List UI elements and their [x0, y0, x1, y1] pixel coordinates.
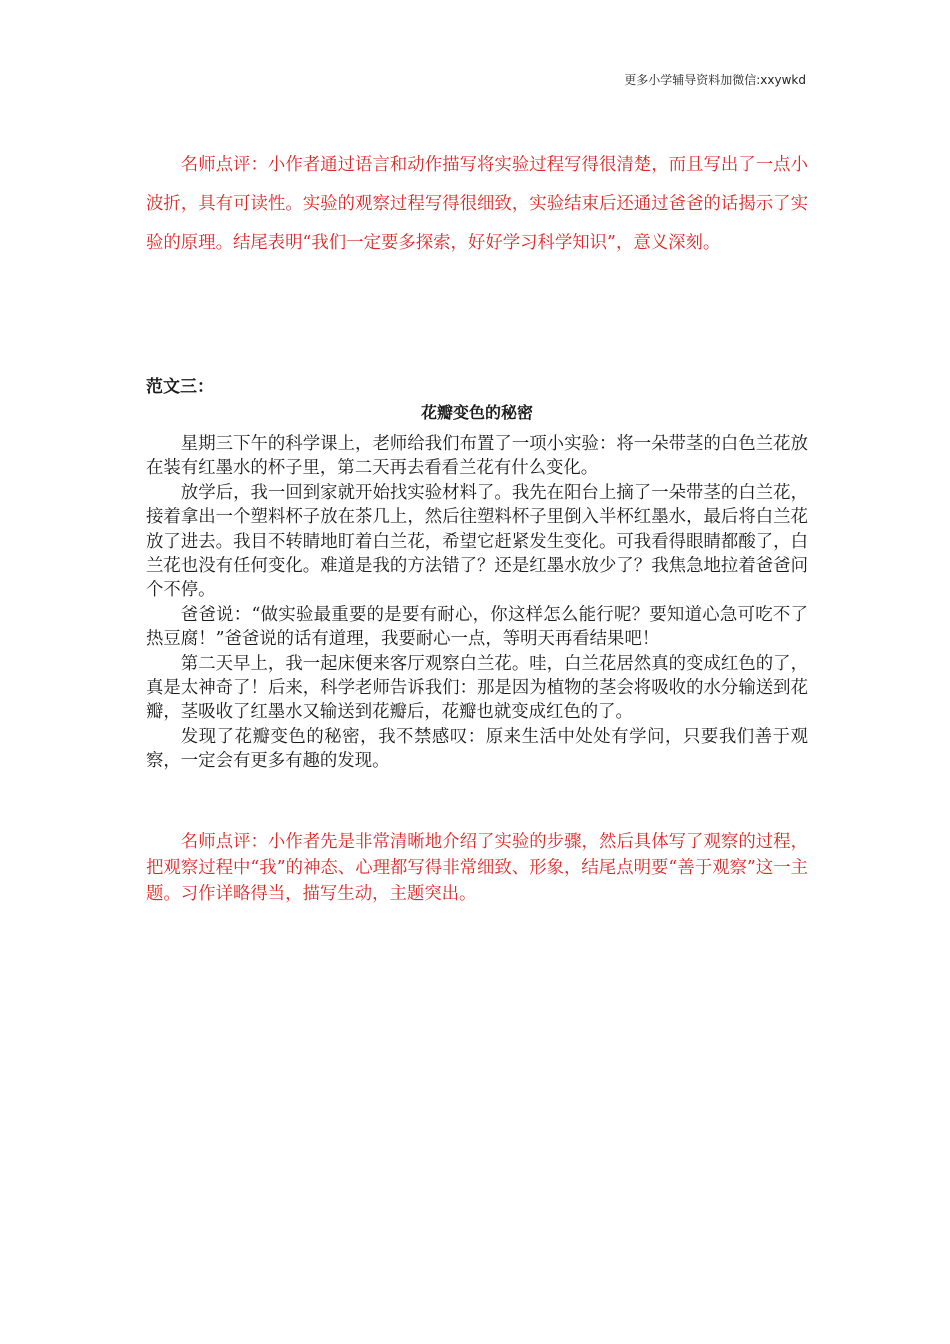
essay-paragraph: 放学后，我一回到家就开始找实验材料了。我先在阳台上摘了一朵带茎的白兰花，接着拿出一个塑料杯子放在茶几上，然后往塑料杯子里倒入半杯红墨水，最后将白兰花放了进去。我目不转睛地盯着白兰花，希望它赶紧发生变化。可我看得眼睛都酸了，白兰花也没有任何变化。难道是我的方法错了？还是红墨水放少了？我焦急地拉着爸爸问个不停。	[146, 482, 808, 601]
essay-paragraph: 发现了花瓣变色的秘密，我不禁感叹：原来生活中处处有学问，只要我们善于观察，一定会有更多有趣的发现。	[146, 726, 808, 772]
essay-body	[146, 432, 808, 774]
teacher-comment-one-text: 名师点评：小作者通过语言和动作描写将实验过程写得很清楚，而且写出了一点小波折，具有可读性。实验的观察过程写得很细致，实验结束后还通过爸爸的话揭示了实验的原理。结尾表明“我们一定要多探索，好好学习科学知识”，意义深刻。	[146, 155, 808, 253]
teacher-comment-one	[146, 146, 808, 263]
essay-label: 范文三：	[146, 377, 214, 397]
essay-paragraph: 星期三下午的科学课上，老师给我们布置了一项小实验：将一朵带茎的白色兰花放在装有红墨水的杯子里，第二天再去看看兰花有什么变化。	[146, 434, 808, 479]
essay-paragraph: 第二天早上，我一起床便来客厅观察白兰花。哇，白兰花居然真的变成红色的了，真是太神奇了！后来，科学老师告诉我们：那是因为植物的茎会将吸收的水分输送到花瓣，茎吸收了红墨水又输送到花瓣后，花瓣也就变成红色的了。	[146, 653, 808, 723]
essay-title: 花瓣变色的秘密	[420, 403, 533, 422]
header-note: 更多小学辅导资料加微信:xxywkd	[624, 73, 806, 87]
teacher-comment-two	[146, 829, 808, 907]
teacher-comment-two-text: 名师点评：小作者先是非常清晰地介绍了实验的步骤，然后具体写了观察的过程，把观察过程中“我”的神态、心理都写得非常细致、形象，结尾点明要“善于观察”这一主题。习作详略得当，描写生动，主题突出。	[146, 832, 808, 904]
essay-paragraph: 爸爸说：“做实验最重要的是要有耐心，你这样怎么能行呢？要知道心急可吃不了热豆腐！”爸爸说的话有道理，我要耐心一点，等明天再看结果吧！	[146, 604, 808, 650]
